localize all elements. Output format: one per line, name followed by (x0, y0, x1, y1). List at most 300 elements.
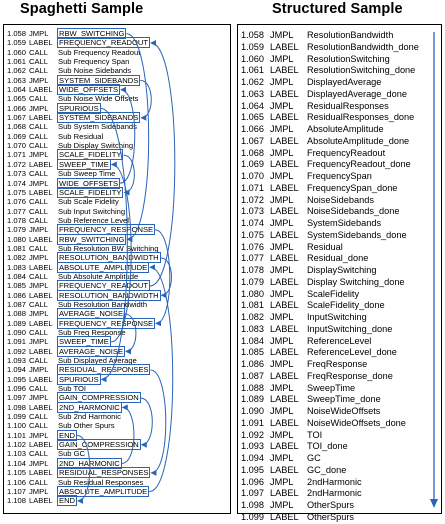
opcode: LABEL (270, 135, 299, 146)
spaghetti-code-line (7, 431, 230, 440)
line-number: 1.064 (241, 100, 264, 111)
operand: SYSTEM_SIDEBANDS (59, 113, 139, 123)
spaghetti-code-line (7, 300, 230, 309)
spaghetti-code-line (7, 38, 230, 47)
opcode: LABEL (270, 347, 299, 358)
opcode: LABEL (270, 511, 299, 522)
line-number: 1.086 (7, 290, 27, 300)
opcode: JMPL (270, 406, 294, 416)
opcode: LABEL (29, 440, 53, 450)
opcode: CALL (29, 94, 48, 104)
opcode: LABEL (29, 159, 53, 169)
operand: FrequencyReadout (307, 147, 386, 158)
opcode: CALL (29, 169, 48, 179)
opcode: LABEL (29, 85, 53, 95)
operand: Sub Resolution Bandwidth (58, 299, 148, 309)
line-number: 1.072 (7, 159, 27, 169)
spaghetti-code-line (7, 319, 230, 328)
spaghetti-code-line (7, 57, 230, 66)
opcode: JMPL (270, 265, 294, 275)
operand: ResolutionBandwidth_done (307, 41, 419, 52)
spaghetti-code-line (7, 235, 230, 244)
opcode: LABEL (29, 496, 53, 506)
operand: FrequencySpan (307, 171, 372, 181)
operand: DisplayedAverage_done (307, 88, 407, 99)
operand: END (59, 430, 76, 440)
structured-code-lines (241, 30, 441, 524)
operand: Residual_done (307, 253, 369, 264)
operand: OtherSpurs (307, 500, 354, 510)
operand: InputSwitching_done (307, 323, 393, 334)
line-number: 1.098 (7, 402, 27, 412)
operand: Sub Frequency Span (58, 57, 130, 67)
structured-code-line (241, 65, 441, 77)
structured-code-line (241, 195, 441, 207)
operand: Sub Input Switching (58, 206, 126, 216)
opcode: LABEL (270, 488, 299, 499)
opcode: JMPL (270, 100, 294, 111)
line-number: 1.091 (241, 417, 264, 428)
operand: WIDE_OFFSETS (59, 85, 119, 95)
structured-code-line (241, 148, 441, 160)
line-number: 1.081 (7, 243, 27, 253)
spaghetti-code-line (7, 412, 230, 421)
operand: END (59, 496, 76, 506)
line-number: 1.095 (7, 374, 27, 384)
structured-code-line (241, 265, 441, 277)
spaghetti-code-line (7, 132, 230, 141)
spaghetti-code-line (7, 440, 230, 449)
line-number: 1.082 (7, 253, 27, 263)
opcode: JMPL (29, 75, 49, 85)
line-number: 1.058 (241, 30, 264, 40)
opcode: CALL (29, 141, 48, 151)
opcode: JMPL (270, 53, 294, 64)
opcode: LABEL (270, 441, 299, 452)
opcode: JMPL (29, 365, 49, 375)
line-number: 1.073 (241, 206, 264, 217)
spaghetti-code-line (7, 179, 230, 188)
structured-code-line (241, 159, 441, 171)
operand: RBW_SWITCHING (59, 29, 125, 38)
line-number: 1.101 (7, 430, 27, 440)
operand: GAIN_COMPRESSION (59, 440, 139, 450)
line-number: 1.096 (7, 384, 27, 394)
opcode: JMPL (29, 29, 49, 38)
operand: SPURIOUS (59, 103, 99, 113)
line-number: 1.075 (241, 229, 264, 240)
operand: Sub System Sidebands (58, 122, 137, 132)
opcode: JMPL (270, 453, 294, 463)
line-number: 1.060 (241, 53, 264, 64)
line-number: 1.097 (241, 488, 264, 499)
line-number: 1.097 (7, 393, 27, 403)
line-number: 1.087 (241, 370, 264, 381)
opcode: CALL (29, 243, 48, 253)
opcode: CALL (29, 299, 48, 309)
spaghetti-code-line (7, 478, 230, 487)
structured-code-line (241, 42, 441, 54)
line-number: 1.084 (241, 335, 264, 346)
operand: NoiseWideOffsets (307, 406, 381, 416)
structured-code-line (241, 289, 441, 301)
line-number: 1.061 (241, 65, 264, 76)
opcode: JMPL (29, 150, 49, 160)
structured-code-line (241, 183, 441, 195)
structured-code-line (241, 171, 441, 183)
operand: Sub Freq Response (58, 328, 126, 337)
line-number: 1.074 (7, 178, 27, 188)
line-number: 1.071 (241, 182, 264, 193)
opcode: LABEL (270, 253, 299, 264)
structured-code-line (241, 383, 441, 395)
opcode: LABEL (270, 112, 299, 123)
line-number: 1.096 (241, 476, 264, 487)
operand: ResidualResponses (307, 100, 389, 111)
line-number: 1.090 (241, 406, 264, 416)
spaghetti-code-line (7, 48, 230, 57)
structured-code-panel (237, 24, 442, 522)
spaghetti-code-line (7, 459, 230, 468)
opcode: LABEL (29, 113, 53, 123)
structured-code-line (241, 253, 441, 265)
spaghetti-code-line (7, 150, 230, 159)
structured-code-line (241, 112, 441, 124)
operand: InputSwitching (307, 312, 367, 322)
opcode: LABEL (270, 370, 299, 381)
structured-code-line (241, 488, 441, 500)
structured-code-line (241, 430, 441, 442)
line-number: 1.060 (7, 47, 27, 57)
operand: AVERAGE_NOISE (59, 309, 124, 319)
spaghetti-code-line (7, 225, 230, 234)
line-number: 1.069 (241, 159, 264, 170)
opcode: JMPL (29, 430, 49, 440)
operand: NoiseWideOffsets_done (307, 417, 406, 428)
operand: RESOLUTION_BANDWIDTH (59, 290, 159, 300)
structured-title: Structured Sample (272, 1, 403, 17)
operand: FREQUENCY_RESPONSE (59, 318, 154, 328)
line-number: 1.068 (7, 122, 27, 132)
opcode: JMPL (29, 309, 49, 319)
structured-code-line (241, 441, 441, 453)
operand: Residual (307, 241, 343, 252)
operand: ResolutionSwitching (307, 53, 390, 64)
operand: 2ndHarmonic (307, 488, 362, 499)
structured-code-line (241, 465, 441, 477)
line-number: 1.099 (241, 511, 264, 522)
line-number: 1.073 (7, 169, 27, 179)
line-number: 1.088 (7, 309, 27, 319)
opcode: LABEL (270, 159, 299, 170)
opcode: LABEL (29, 38, 53, 48)
operand: FREQUENCY_READOUT (59, 281, 149, 291)
opcode: JMPL (270, 147, 294, 158)
operand: SystemSidebands (307, 218, 382, 228)
operand: WIDE_OFFSETS (59, 178, 119, 188)
opcode: JMPL (270, 288, 294, 299)
spaghetti-code-line (7, 496, 230, 505)
line-number: 1.058 (7, 29, 27, 38)
structured-code-line (241, 347, 441, 359)
spaghetti-code-line (7, 468, 230, 477)
spaghetti-code-line (7, 253, 230, 262)
line-number: 1.102 (7, 440, 27, 450)
line-number: 1.061 (7, 57, 27, 67)
line-number: 1.067 (7, 113, 27, 123)
structured-code-line (241, 324, 441, 336)
operand: SCALE_FIDELITY (59, 187, 122, 197)
opcode: CALL (29, 412, 48, 422)
opcode: JMPL (270, 500, 294, 510)
line-number: 1.100 (7, 421, 27, 431)
operand: FreqResponse_done (307, 370, 393, 381)
opcode: JMPL (29, 225, 49, 235)
operand: FrequencyReadout_done (307, 159, 411, 170)
opcode: JMPL (270, 429, 294, 440)
opcode: LABEL (29, 234, 53, 244)
line-number: 1.074 (241, 218, 264, 228)
structured-code-line (241, 89, 441, 101)
opcode: CALL (29, 271, 48, 281)
opcode: JMPL (270, 241, 294, 252)
operand: SWEEP_TIME (59, 159, 109, 169)
operand: ReferenceLevel (307, 335, 372, 346)
opcode: CALL (29, 131, 48, 141)
spaghetti-code-line (7, 29, 230, 38)
opcode: LABEL (270, 464, 299, 475)
operand: RESOLUTION_BANDWIDTH (59, 253, 159, 263)
operand: Sub Scale Fidelity (58, 197, 119, 207)
opcode: CALL (29, 477, 48, 487)
line-number: 1.092 (7, 346, 27, 356)
operand: Sub Resolution BW Switching (58, 243, 159, 253)
operand: ResidualResponses_done (307, 112, 415, 123)
spaghetti-code-line (7, 375, 230, 384)
opcode: CALL (29, 66, 48, 76)
operand: Sub Reference Level (58, 215, 129, 225)
operand: DisplayedAverage (307, 77, 382, 87)
line-number: 1.064 (7, 85, 27, 95)
line-number: 1.107 (7, 486, 27, 496)
line-number: 1.076 (7, 197, 27, 207)
structured-code-line (241, 336, 441, 348)
line-number: 1.083 (7, 262, 27, 272)
operand: AbsoluteAmplitude (307, 124, 384, 134)
spaghetti-code-line (7, 94, 230, 103)
spaghetti-code-line (7, 309, 230, 318)
spaghetti-code-line (7, 207, 230, 216)
spaghetti-code-line (7, 291, 230, 300)
operand: NoiseSidebands (307, 194, 374, 205)
line-number: 1.079 (241, 276, 264, 287)
operand: Sub Residual Responses (58, 477, 144, 487)
operand: Sub 2nd Harmonic (58, 412, 121, 422)
line-number: 1.059 (241, 41, 264, 52)
line-number: 1.087 (7, 299, 27, 309)
structured-code-line (241, 124, 441, 136)
spaghetti-code-line (7, 384, 230, 393)
line-number: 1.078 (7, 215, 27, 225)
opcode: CALL (29, 47, 48, 57)
operand: FREQUENCY_RESPONSE (59, 225, 154, 235)
opcode: JMPL (270, 124, 294, 134)
opcode: LABEL (29, 290, 53, 300)
line-number: 1.066 (241, 124, 264, 134)
structured-code-line (241, 300, 441, 312)
operand: Sub Absolute Amplitude (58, 271, 139, 281)
line-number: 1.098 (241, 500, 264, 510)
line-number: 1.065 (7, 94, 27, 104)
operand: Sub Sweep Time (58, 169, 116, 179)
line-number: 1.089 (7, 318, 27, 328)
opcode: JMPL (270, 171, 294, 181)
operand: ABSOLUTE_AMPLITUDE (59, 262, 148, 272)
operand: 2ndHarmonic (307, 476, 362, 487)
spaghetti-code-line (7, 421, 230, 430)
line-number: 1.069 (7, 131, 27, 141)
opcode: JMPL (270, 476, 294, 487)
structured-code-line (241, 453, 441, 465)
spaghetti-code-line (7, 104, 230, 113)
operand: DisplaySwitching (307, 265, 377, 275)
operand: RBW_SWITCHING (59, 234, 125, 244)
operand: Display Switching_done (307, 276, 405, 287)
opcode: LABEL (270, 206, 299, 217)
line-number: 1.085 (241, 347, 264, 358)
spaghetti-code-line (7, 281, 230, 290)
line-number: 1.104 (7, 458, 27, 468)
opcode: CALL (29, 384, 48, 394)
structured-code-line (241, 406, 441, 418)
structured-code-line (241, 277, 441, 289)
line-number: 1.066 (7, 103, 27, 113)
spaghetti-code-panel (3, 24, 231, 514)
line-number: 1.080 (7, 234, 27, 244)
spaghetti-title: Spaghetti Sample (20, 1, 144, 17)
opcode: JMPL (29, 337, 49, 347)
opcode: LABEL (270, 182, 299, 193)
operand: ScaleFidelity_done (307, 300, 385, 311)
operand: GC_done (307, 464, 347, 475)
line-number: 1.065 (241, 112, 264, 123)
spaghetti-code-lines (7, 29, 230, 506)
structured-code-line (241, 371, 441, 383)
operand: FrequencySpan_done (307, 182, 398, 193)
spaghetti-code-line (7, 85, 230, 94)
structured-code-line (241, 77, 441, 89)
operand: TOI (307, 429, 323, 440)
structured-code-line (241, 218, 441, 230)
spaghetti-code-line (7, 356, 230, 365)
structured-code-line (241, 54, 441, 66)
operand: Sub GC (58, 449, 86, 459)
spaghetti-code-line (7, 272, 230, 281)
opcode: JMPL (270, 218, 294, 228)
spaghetti-code-line (7, 347, 230, 356)
spaghetti-code-line (7, 113, 230, 122)
line-number: 1.067 (241, 135, 264, 146)
spaghetti-code-line (7, 160, 230, 169)
operand: TOI_done (307, 441, 348, 452)
spaghetti-code-line (7, 169, 230, 178)
operand: NoiseSidebands_done (307, 206, 400, 217)
line-number: 1.106 (7, 477, 27, 487)
line-number: 1.099 (7, 412, 27, 422)
line-number: 1.075 (7, 187, 27, 197)
line-number: 1.071 (7, 150, 27, 160)
structured-code-line (241, 394, 441, 406)
opcode: JMPL (29, 486, 49, 496)
line-number: 1.094 (7, 365, 27, 375)
operand: SWEEP_TIME (59, 337, 109, 347)
structured-code-line (241, 500, 441, 512)
line-number: 1.093 (7, 356, 27, 366)
operand: ScaleFidelity (307, 288, 360, 299)
line-number: 1.080 (241, 288, 264, 299)
operand: SweepTime (307, 382, 356, 393)
opcode: CALL (29, 215, 48, 225)
opcode: JMPL (270, 359, 294, 369)
spaghetti-code-line (7, 365, 230, 374)
line-number: 1.091 (7, 337, 27, 347)
line-number: 1.086 (241, 359, 264, 369)
operand: Sub Residual (58, 131, 104, 141)
line-number: 1.063 (241, 88, 264, 99)
line-number: 1.063 (7, 75, 27, 85)
opcode: LABEL (270, 88, 299, 99)
spaghetti-code-line (7, 66, 230, 75)
line-number: 1.094 (241, 453, 264, 463)
opcode: LABEL (270, 276, 299, 287)
opcode: JMPL (270, 335, 294, 346)
operand: SystemSidebands_done (307, 229, 407, 240)
operand: ABSOLUTE_AMPLITUDE (59, 486, 148, 496)
opcode: JMPL (29, 253, 49, 263)
line-number: 1.103 (7, 449, 27, 459)
spaghetti-code-line (7, 76, 230, 85)
operand: RESIDUAL_RESPONSES (59, 468, 149, 478)
spaghetti-code-line (7, 188, 230, 197)
line-number: 1.072 (241, 194, 264, 205)
operand: ReferenceLevel_done (307, 347, 397, 358)
line-number: 1.088 (241, 382, 264, 393)
operand: 2ND_HARMONIC (59, 458, 120, 468)
structured-code-line (241, 206, 441, 218)
line-number: 1.081 (241, 300, 264, 311)
spaghetti-code-line (7, 337, 230, 346)
opcode: CALL (29, 356, 48, 366)
structured-code-line (241, 512, 441, 524)
line-number: 1.070 (7, 141, 27, 151)
spaghetti-code-line (7, 487, 230, 496)
line-number: 1.093 (241, 441, 264, 452)
opcode: JMPL (270, 30, 294, 40)
spaghetti-code-line (7, 393, 230, 402)
line-number: 1.077 (241, 253, 264, 264)
opcode: JMPL (270, 77, 294, 87)
spaghetti-code-line (7, 244, 230, 253)
operand: FREQUENCY_READOUT (59, 38, 149, 48)
opcode: CALL (29, 449, 48, 459)
operand: 2ND_HARMONIC (59, 402, 120, 412)
opcode: LABEL (270, 394, 299, 405)
opcode: CALL (29, 122, 48, 132)
structured-code-line (241, 136, 441, 148)
structured-code-line (241, 30, 441, 42)
operand: GAIN_COMPRESSION (59, 393, 139, 403)
opcode: LABEL (270, 417, 299, 428)
